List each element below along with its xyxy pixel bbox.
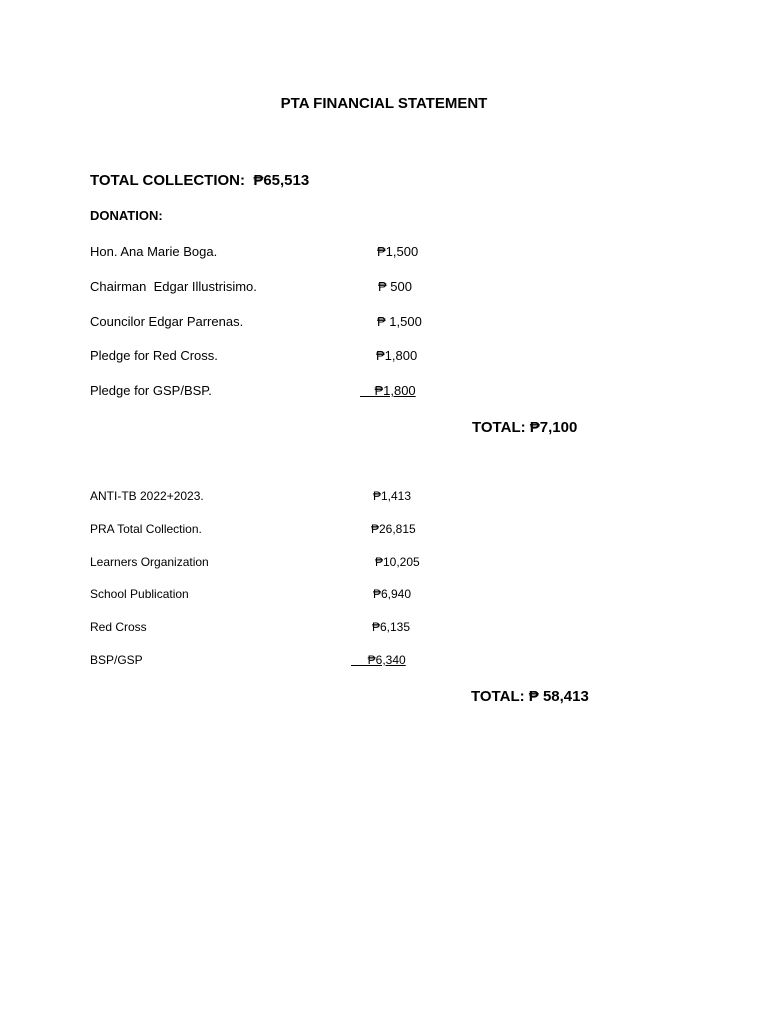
donation-label: Pledge for GSP/BSP. bbox=[90, 383, 212, 398]
collection-amount: ₱6,940 bbox=[373, 587, 412, 601]
collection-label: BSP/GSP bbox=[90, 653, 143, 667]
collection-label: PRA Total Collection. bbox=[90, 522, 202, 536]
donation-label: Councilor Edgar Parrenas. bbox=[90, 314, 244, 329]
donation-amount: ₱ 1,500 bbox=[377, 314, 422, 329]
collection-amount: ₱10,205 bbox=[375, 555, 420, 569]
collection-amount: ₱6,135 bbox=[372, 620, 411, 634]
donation-amount: ₱1,800 bbox=[376, 348, 418, 363]
collection-amount: ₱26,815 bbox=[371, 522, 416, 536]
collections-total: TOTAL: ₱ 58,413 bbox=[471, 688, 589, 705]
donation-label: Hon. Ana Marie Boga. bbox=[90, 244, 218, 259]
collection-label: Learners Organization bbox=[90, 555, 209, 569]
collection-label: Red Cross bbox=[90, 620, 147, 634]
collection-amount: ₱6,340 bbox=[351, 653, 406, 667]
collection-label: ANTI-TB 2022+2023. bbox=[90, 489, 204, 503]
collection-amount: ₱1,413 bbox=[373, 489, 412, 503]
donation-label: Pledge for Red Cross. bbox=[90, 348, 218, 363]
donation-amount: ₱1,500 bbox=[377, 244, 419, 259]
collection-label: School Publication bbox=[90, 587, 189, 601]
donation-amount: ₱ 500 bbox=[378, 279, 412, 294]
donations-total: TOTAL: ₱7,100 bbox=[472, 419, 578, 436]
total-collection: TOTAL COLLECTION: ₱65,513 bbox=[90, 172, 310, 189]
donation-amount: ₱1,800 bbox=[360, 383, 416, 398]
donation-heading: DONATION: bbox=[90, 208, 163, 223]
donation-label: Chairman Edgar Illustrisimo. bbox=[90, 279, 257, 294]
page-title: PTA FINANCIAL STATEMENT bbox=[280, 95, 488, 112]
